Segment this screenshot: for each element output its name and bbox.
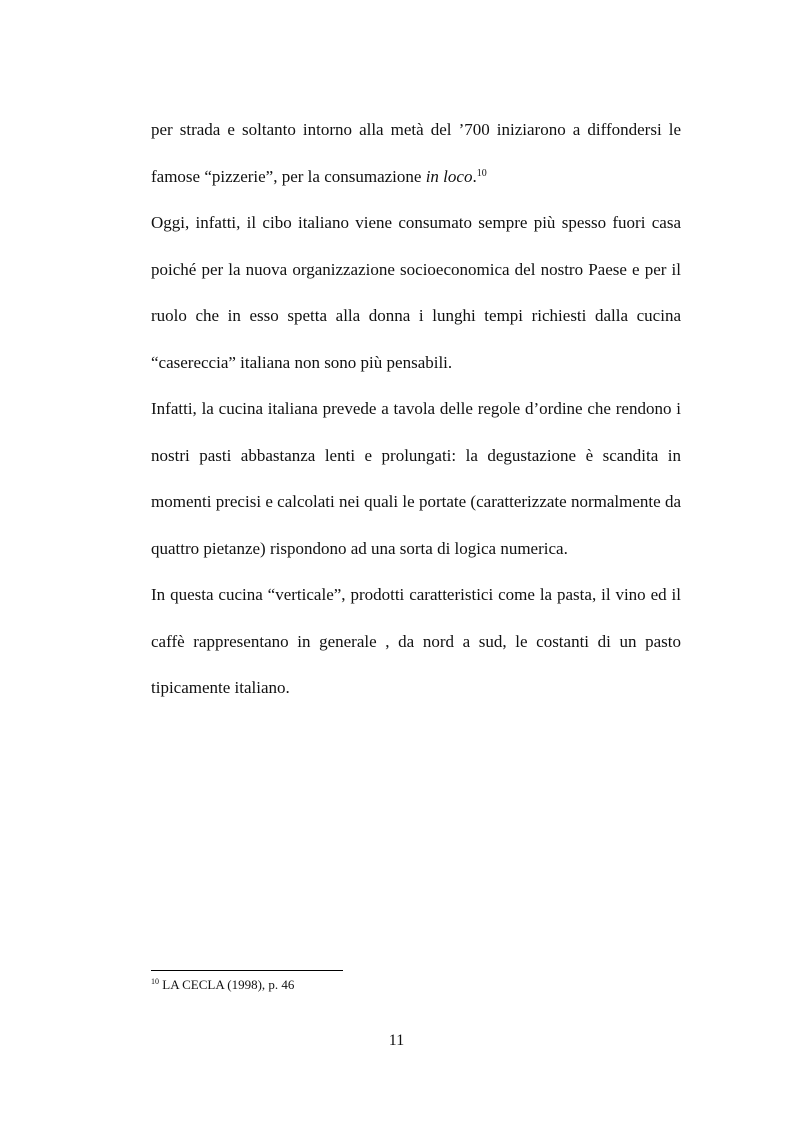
footnote bbox=[151, 977, 294, 993]
paragraph-oggi: Oggi, infatti, il cibo italiano viene consumato sempre più spesso fuori casa poiché per la nuova organizzazione socioeconomica del nostro Paese e per il ruolo che in esso spetta alla donna i lunghi tempi richiesti dalla cucina “casereccia” italiana non sono più pensabili. bbox=[151, 213, 681, 372]
emphasis-in-loco: in loco bbox=[425, 166, 473, 186]
footnote-reference: 10 bbox=[476, 167, 487, 179]
paragraph-pizzerie bbox=[151, 107, 681, 200]
page-number: 11 bbox=[388, 1032, 405, 1049]
page-body bbox=[151, 107, 681, 712]
paragraph-cucina-verticale: In questa cucina “verticale”, prodotti caratteristici come la pasta, il vino ed il caffè rappresentano in generale , da nord a sud, le costanti di un pasto tipicamente italiano. bbox=[151, 585, 681, 697]
paragraph-text: per strada e soltanto intorno alla metà del ’700 iniziarono a diffondersi le famose “pizzerie”, per la consumazione bbox=[151, 120, 681, 186]
paragraph-cucina-italiana: Infatti, la cucina italiana prevede a tavola delle regole d’ordine che rendono i nostri pasti abbastanza lenti e prolungati: la degustazione è scandita in momenti precisi e calcolati nei quali le portate (caratterizzate normalmente da quattro pietanze) rispondono ad una sorta di logica numerica. bbox=[151, 399, 681, 558]
footnote-text: LA CECLA (1998), p. 46 bbox=[162, 977, 295, 992]
footnote-marker: 10 bbox=[151, 977, 159, 986]
footnote-divider bbox=[151, 970, 343, 971]
paragraph-punctuation: . bbox=[472, 166, 477, 186]
